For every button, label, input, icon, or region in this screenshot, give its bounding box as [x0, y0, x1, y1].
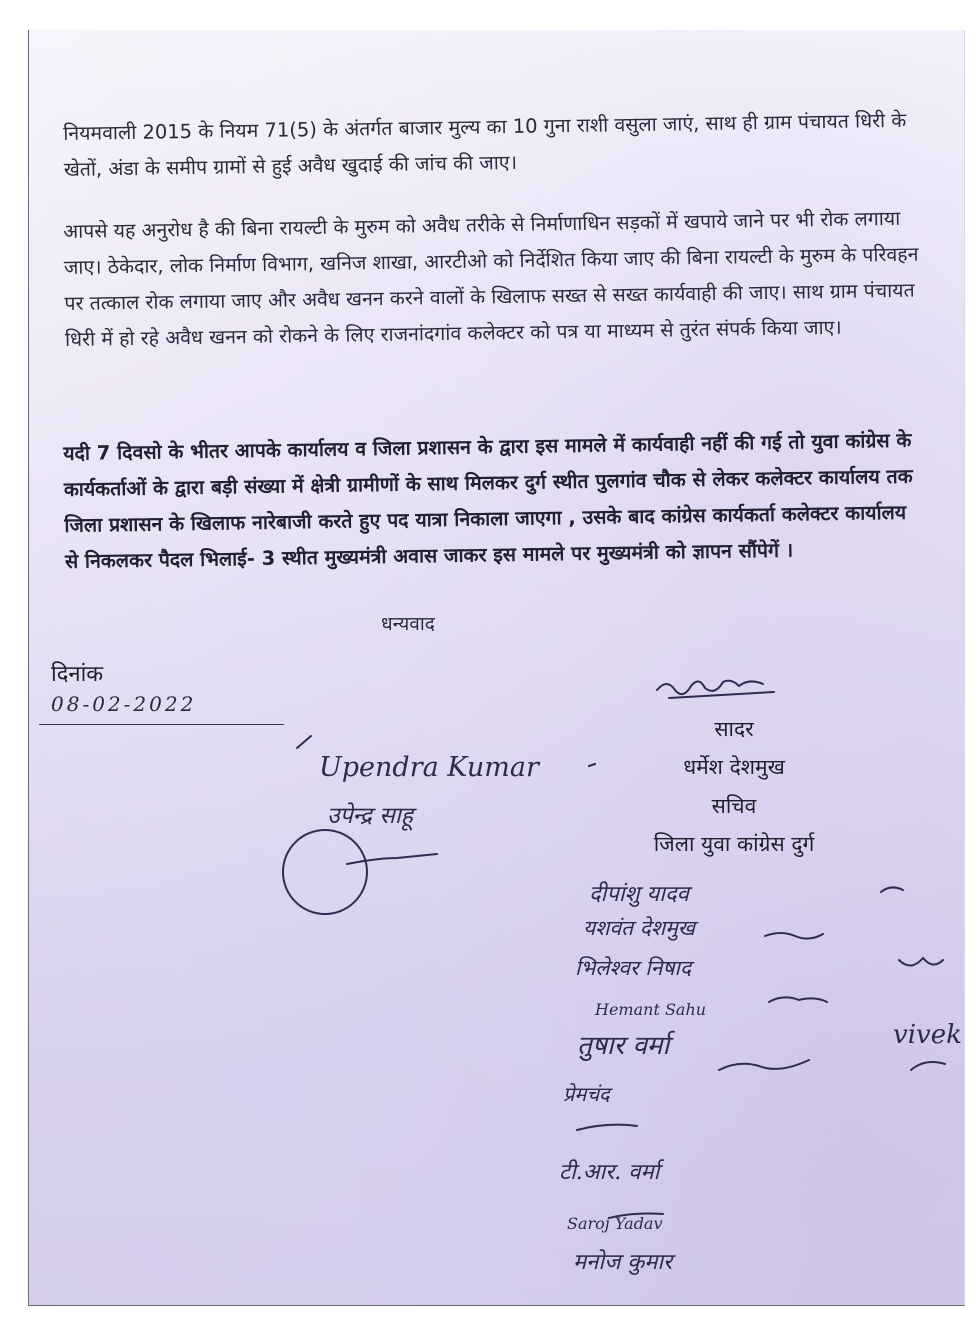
signature-scribbles	[29, 30, 964, 1305]
signature-tr-verma: टी.आर. वर्मा	[559, 1160, 660, 1185]
paragraph-1: नियमवाली 2015 के नियम 71(5) के अंतर्गत बाजार मुल्य का 10 गुना राशी वसुला जाएं, साथ ही ग्राम पंचायत धिरी के खेतों, अंडा के समीप ग्रामों से हुई अवैध खुदाई की जांच की जाए।	[63, 108, 907, 182]
signature-saroj-yadav: Saroj Yadav	[567, 1214, 663, 1233]
seal-circle	[283, 830, 367, 914]
signature-tushar-verma: तुषार वर्मा	[577, 1031, 670, 1061]
sender-designation: सचिव	[711, 793, 757, 818]
date-label: दिनांक	[51, 662, 104, 687]
signature-upendra-kumar: Upendra Kumar	[319, 752, 539, 783]
signature-upendra-sahu: उपेन्द्र साहू	[327, 803, 414, 829]
paragraph-2: आपसे यह अनुरोध है की बिना रायल्टी के मुरुम को अवैध तरीके से निर्माणाधिन सड़कों में खपाये जाने पर भी रोक लगाया जाए। ठेकेदार, लोक निर्माण विभाग, खनिज शाखा, आरटीओ को निर्देशित किया जाए की बिना रायल्टी के मुरुम के परिवहन पर तत्काल रोक लगाया जाए और अवैध खनन करने वालों के खिलाफ सख्त से सख्त कार्यवाही की जाए। साथ ग्राम पंचायत धिरी में हो रहे अवैध खनन को रोकने के लिए राजनांदगांव कलेक्टर को पत्र या माध्यम से तुरंत संपर्क किया जाए।	[63, 206, 919, 352]
sender-organization: जिला युवा कांग्रेस दुर्ग	[653, 832, 815, 857]
signature-bhileshwar-nishad: भिलेश्वर निषाद	[575, 956, 692, 980]
paragraph-3: यदी 7 दिवसो के भीतर आपके कार्यालय व जिला प्रशासन के द्वारा इस मामले में कार्यवाही नहीं की गई तो युवा कांग्रेस के कार्यकर्ताओं के द्वारा बड़ी संख्या में क्षेत्री ग्रामीणों के साथ मिलकर दुर्ग स्थीत पुलगांव चौक से लेकर कलेक्टर कार्यालय तक जिला प्रशासन के खिलाफ नारेबाजी करते हुए पद यात्रा निकाला जाएगा , उसके बाद कांग्रेस कार्यकर्ता कलेक्टर कार्यालय से निकलकर पैदल भिलाई- 3 स्थीत मुख्यमंत्री अवास जाकर इस मामले पर मुख्यमंत्री को ज्ञापन सौंपेगें ।	[63, 428, 913, 574]
sender-name: धर्मेश देशमुख	[683, 755, 785, 780]
signature-deepanshu-yadav: दीपांशु यादव	[589, 882, 689, 907]
signature-premchand: प्रेमचंद	[563, 1082, 610, 1106]
signature-manoj-kumar: मनोज कुमार	[573, 1250, 673, 1275]
signature-yashwant-deshmukh: यशवंत देशमुख	[583, 916, 695, 940]
salutation: सादर	[714, 717, 754, 741]
signature-hemant-sahu: Hemant Sahu	[595, 1000, 707, 1019]
letter-sheet	[28, 30, 965, 1306]
secretary-signature-mark	[657, 681, 763, 695]
date-value: 08-02-2022	[51, 692, 197, 716]
thanks-text: धन्यवाद	[381, 613, 435, 635]
signature-vivek: vivek	[893, 1020, 962, 1050]
